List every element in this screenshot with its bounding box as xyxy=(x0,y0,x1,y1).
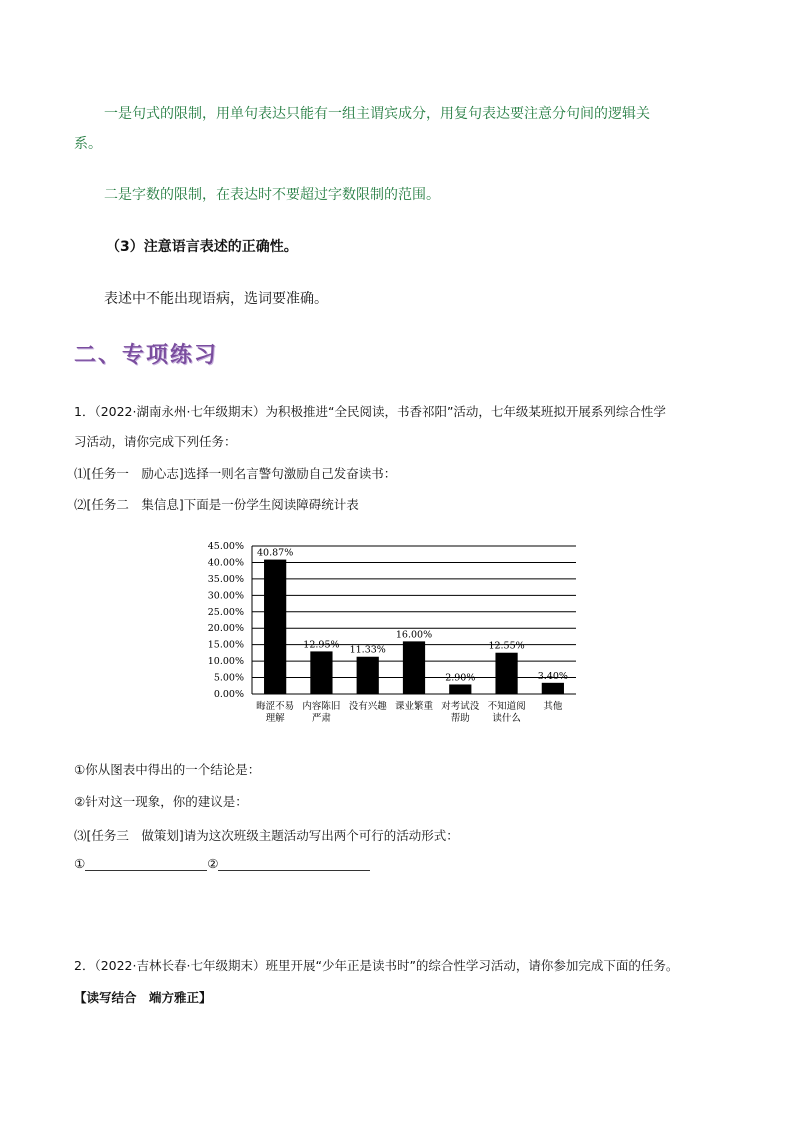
bar xyxy=(449,684,471,694)
blank-2-line[interactable] xyxy=(218,856,370,871)
blank-2-label: ② xyxy=(207,856,219,871)
q1-task-2: ⑵[任务二 集信息]下面是一份学生阅读障碍统计表 xyxy=(74,497,359,512)
blank-1-label: ① xyxy=(74,856,86,871)
answer-blanks xyxy=(74,856,370,871)
x-category-label: 不知道阅 xyxy=(487,701,526,712)
bar xyxy=(357,657,379,694)
y-tick-label: 0.00% xyxy=(213,689,244,700)
q2-line-2: 【读写结合 端方雅正】 xyxy=(74,990,212,1005)
x-category-label: 严肃 xyxy=(311,713,331,724)
point-3-text: 表述中不能出现语病，选词要准确。 xyxy=(104,291,328,307)
q1-task-1: ⑴[任务一 励心志]选择一则名言警句激励自己发奋读书： xyxy=(74,466,397,481)
bar-value-label: 16.00% xyxy=(395,629,433,641)
x-category-label: 内容陈旧 xyxy=(302,701,341,712)
y-tick-label: 45.00% xyxy=(207,541,244,552)
x-category-label: 没有兴趣 xyxy=(348,701,387,712)
intro-line-1: 一是句式的限制，用单句表达只能有一组主谓宾成分，用复句表达要注意分句间的逻辑关 xyxy=(104,106,650,122)
bar-value-label: 12.95% xyxy=(303,639,340,651)
bar-value-label: 2.90% xyxy=(445,672,476,684)
y-tick-label: 15.00% xyxy=(207,639,244,651)
q1-line-2: 习活动，请你完成下列任务： xyxy=(74,434,237,449)
q2-line-1: 2．（2022·吉林长春·七年级期末）班里开展“少年正是读书时”的综合性学习活动，请你参加完成下面的任务。 xyxy=(74,958,679,973)
reading-obstacle-bar-chart xyxy=(196,538,586,734)
y-tick-label: 5.00% xyxy=(213,672,244,684)
intro-line-2: 二是字数的限制，在表达时不要超过字数限制的范围。 xyxy=(104,187,440,203)
x-category-label: 课业繁重 xyxy=(394,701,434,712)
x-category-label: 读什么 xyxy=(492,713,521,724)
q1-sub-2: ②针对这一现象，你的建议是： xyxy=(74,794,248,809)
bar xyxy=(403,641,425,694)
x-category-label: 晦涩不易 xyxy=(256,701,295,712)
y-tick-label: 40.00% xyxy=(207,557,244,569)
x-category-label: 理解 xyxy=(265,713,285,724)
bar xyxy=(264,560,286,694)
y-tick-label: 35.00% xyxy=(207,573,244,585)
bar-value-label: 11.33% xyxy=(349,644,386,656)
point-3-heading: （3）注意语言表述的正确性。 xyxy=(106,239,298,255)
intro-line-1-cont: 系。 xyxy=(74,136,102,152)
y-tick-label: 20.00% xyxy=(207,623,244,635)
y-tick-label: 25.00% xyxy=(207,606,244,618)
bar-value-label: 40.87% xyxy=(257,547,294,559)
bar xyxy=(542,683,564,694)
x-category-label: 其他 xyxy=(543,701,563,712)
q1-sub-1: ①你从图表中得出的一个结论是： xyxy=(74,762,261,777)
bar xyxy=(495,653,517,694)
bar-value-label: 3.40% xyxy=(537,670,568,682)
bar-value-label: 12.55% xyxy=(488,640,525,652)
y-tick-label: 30.00% xyxy=(207,590,244,602)
blank-1-line[interactable] xyxy=(85,856,207,871)
x-category-label: 对考试没 xyxy=(441,701,480,712)
q1-line-1: 1．（2022·湖南永州·七年级期末）为积极推进“全民阅读，书香祁阳”活动，七年级某班拟开展系列综合性学 xyxy=(74,404,666,419)
bar xyxy=(310,651,332,694)
section-title: 二、专项练习 xyxy=(74,342,219,368)
x-category-label: 帮助 xyxy=(450,713,470,724)
q1-task-3: ⑶[任务三 做策划]请为这次班级主题活动写出两个可行的活动形式： xyxy=(74,828,459,843)
y-tick-label: 10.00% xyxy=(207,656,244,668)
